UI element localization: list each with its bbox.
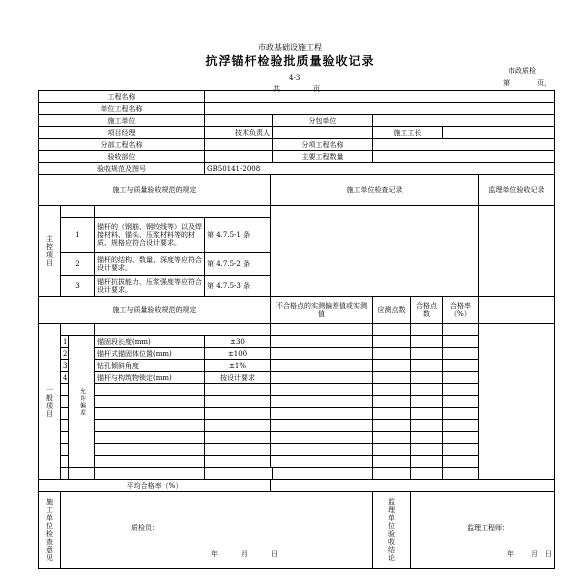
blank-cell[interactable]	[373, 468, 411, 480]
blank-cell[interactable]	[373, 396, 411, 408]
general-fail-cell[interactable]	[271, 336, 373, 348]
blank-val	[205, 432, 271, 444]
contractor-opinion-label: 施工单位检查意见	[39, 492, 61, 569]
main-group-label: 主控项目	[39, 206, 61, 297]
blank-val	[95, 468, 205, 480]
general-pass-cell[interactable]	[411, 360, 443, 372]
project-manager-label: 项目经理	[39, 127, 205, 139]
blank-val	[205, 444, 271, 456]
blank-cell[interactable]	[271, 396, 373, 408]
general-item-text: 锚固段长度(mm)	[95, 336, 205, 348]
general-item-no: 1	[61, 336, 69, 348]
main-item-text: 锚杆的结构、数量、深度等应符合设计要求。	[95, 253, 205, 276]
general-item-no: 3	[61, 360, 69, 372]
spec-label: 验收规范及图号	[39, 163, 205, 175]
tech-lead-label: 技术负责人	[205, 127, 273, 139]
blank-cell[interactable]	[443, 384, 479, 396]
seal-label: 市政质检	[508, 67, 536, 75]
general-item-text: 锚杆与构筑物锁定(mm)	[95, 372, 205, 384]
main-qty-value[interactable]	[373, 151, 555, 163]
blank-text	[95, 420, 205, 432]
main-item-text: 锚杆抗拔能力、压浆强度等应符合设计要求。	[95, 276, 205, 297]
blank-no	[61, 432, 69, 444]
form-number: 4-3	[289, 74, 301, 82]
contractor-year: 年	[211, 550, 218, 558]
project-name-value[interactable]	[205, 91, 555, 103]
general-rate-cell[interactable]	[443, 360, 479, 372]
inspection-form	[38, 90, 555, 569]
page-total-label: 共	[273, 85, 280, 93]
main-item-no: 2	[61, 253, 95, 276]
general-item-no: 4	[61, 372, 69, 384]
general-should-cell[interactable]	[373, 360, 411, 372]
main-supervisor-area[interactable]	[479, 206, 555, 297]
general-item-val: ±1%	[205, 360, 271, 372]
general-pass-cell[interactable]	[411, 336, 443, 348]
general-pass-cell[interactable]	[411, 372, 443, 384]
blank-val	[205, 396, 271, 408]
blank-cell[interactable]	[373, 432, 411, 444]
blank-no	[61, 396, 69, 408]
foreman-label: 施工工长	[373, 127, 443, 139]
subdivision-value[interactable]	[373, 139, 555, 151]
main-qty-label: 主要工程数量	[273, 151, 373, 163]
general-should-cell[interactable]	[373, 348, 411, 360]
blank-no	[61, 420, 69, 432]
main-item-text: 锚杆的（钢筋、钢绞线等）以及焊接材料、锚头、压浆材料等的材质、规格应符合设计要求。	[95, 218, 205, 253]
blank-cell[interactable]	[411, 408, 443, 420]
main-rule-header: 施工与质量验收规范的规定	[39, 175, 271, 206]
blank-text	[69, 468, 95, 480]
general-should-cell[interactable]	[373, 372, 411, 384]
blank-text	[95, 444, 205, 456]
tech-lead-value[interactable]	[273, 127, 373, 139]
subcontractor-label: 分包单位	[273, 115, 373, 127]
unit-project-value[interactable]	[205, 103, 555, 115]
general-item-text: 钻孔倾斜角度	[95, 360, 205, 372]
general-rate-cell[interactable]	[443, 336, 479, 348]
blank-val	[205, 408, 271, 420]
avg-rate-label: 平均合格率（%）	[39, 480, 271, 492]
division-value[interactable]	[205, 139, 273, 151]
blank-cell[interactable]	[271, 456, 373, 468]
general-item-val: ±30	[205, 336, 271, 348]
form-title: 抗浮锚杆检验批质量验收记录	[205, 54, 375, 68]
page-label-b: 页，	[537, 79, 551, 87]
blank-text	[95, 432, 205, 444]
general-spacer-4	[373, 324, 411, 336]
engineer-label: 监理工程师：	[467, 524, 509, 532]
general-item-no: 2	[61, 348, 69, 360]
general-item-text: 锚杆式锚固体位置(mm)	[95, 348, 205, 360]
general-rule-header: 施工与质量验收规范的规定	[39, 297, 271, 324]
blank-cell[interactable]	[411, 396, 443, 408]
blank-cell[interactable]	[411, 384, 443, 396]
top-label: 市政基础设施工程	[258, 43, 322, 52]
main-item-ref: 第 4.7.5-1 条	[205, 218, 271, 253]
general-item-val: ±100	[205, 348, 271, 360]
general-rate-cell[interactable]	[443, 348, 479, 360]
blank-cell[interactable]	[411, 456, 443, 468]
blank-cell[interactable]	[411, 432, 443, 444]
main-item-no: 3	[61, 276, 95, 297]
general-item-val: 按设计要求	[205, 372, 271, 384]
main-supervisor-header: 监理单位验收记录	[479, 175, 555, 206]
main-item-no: 1	[61, 218, 95, 253]
blank-cell[interactable]	[443, 420, 479, 432]
inspect-part-label: 验收部位	[39, 151, 205, 163]
blank-cell[interactable]	[271, 420, 373, 432]
supervisor-year: 年	[507, 550, 514, 558]
unit-project-label: 单位工程名称	[39, 103, 205, 115]
blank-val	[205, 456, 271, 468]
blank-cell[interactable]	[373, 408, 411, 420]
blank-cell[interactable]	[373, 444, 411, 456]
inspect-part-value[interactable]	[205, 151, 273, 163]
blank-cell[interactable]	[271, 432, 373, 444]
supervisor-day: 日	[545, 550, 552, 558]
general-pass-cell[interactable]	[411, 348, 443, 360]
general-fail-cell[interactable]	[271, 360, 373, 372]
blank-val	[205, 384, 271, 396]
general-supervisor-header	[479, 297, 555, 324]
main-item-ref: 第 4.7.5-3 条	[205, 276, 271, 297]
general-spacer-5	[411, 324, 443, 336]
blank-text	[95, 384, 205, 396]
main-record-area[interactable]	[271, 206, 479, 297]
blank-text	[95, 396, 205, 408]
blank-cell[interactable]	[205, 468, 273, 480]
general-should-header: 应测点数	[373, 297, 411, 324]
blank-no	[61, 444, 69, 456]
general-group-label: 一般项目	[39, 324, 61, 480]
blank-cell[interactable]	[443, 432, 479, 444]
page-label-a: 第	[503, 79, 510, 87]
blank-cell[interactable]	[271, 384, 373, 396]
blank-cell[interactable]	[411, 444, 443, 456]
contractor-opinion-area[interactable]	[61, 492, 373, 569]
blank-cell[interactable]	[271, 444, 373, 456]
avg-rate-value[interactable]	[271, 480, 555, 492]
subcontractor-value[interactable]	[373, 115, 555, 127]
foreman-value[interactable]	[443, 127, 555, 139]
general-rate-header: 合格率（%）	[443, 297, 479, 324]
general-fail-cell[interactable]	[271, 372, 373, 384]
blank-cell[interactable]	[411, 468, 443, 480]
general-spacer	[61, 324, 95, 336]
blank-cell[interactable]	[443, 396, 479, 408]
supervisor-conclusion-area[interactable]	[411, 492, 555, 569]
blank-no	[61, 468, 69, 480]
main-item-ref: 第 4.7.5-2 条	[205, 253, 271, 276]
contractor-value[interactable]	[205, 115, 273, 127]
inspector-label: 质检员：	[131, 524, 159, 532]
allow-label: 允许偏差	[69, 336, 95, 468]
main-spacer-2	[95, 206, 271, 218]
blank-no	[61, 408, 69, 420]
blank-cell[interactable]	[443, 444, 479, 456]
spec-value: GB50141-2008	[205, 163, 555, 175]
general-fail-cell[interactable]	[271, 348, 373, 360]
blank-cell[interactable]	[443, 408, 479, 420]
project-name-label: 工程名称	[39, 91, 205, 103]
blank-text	[95, 456, 205, 468]
general-rate-cell[interactable]	[443, 372, 479, 384]
blank-cell[interactable]	[273, 468, 373, 480]
subdivision-label: 分项工程名称	[273, 139, 373, 151]
contractor-day: 日	[271, 550, 278, 558]
general-spacer-6	[443, 324, 479, 336]
general-pass-header: 合格点数	[411, 297, 443, 324]
blank-cell[interactable]	[271, 408, 373, 420]
blank-cell[interactable]	[373, 420, 411, 432]
blank-text	[95, 408, 205, 420]
page-total-label-b: 页	[313, 85, 320, 93]
blank-no	[61, 384, 69, 396]
blank-cell[interactable]	[443, 456, 479, 468]
main-spacer	[61, 206, 95, 218]
contractor-month: 月	[241, 550, 248, 558]
blank-no	[61, 456, 69, 468]
blank-cell[interactable]	[373, 456, 411, 468]
division-label: 分部工程名称	[39, 139, 205, 151]
general-spacer-3	[271, 324, 373, 336]
contractor-label: 施工单位	[39, 115, 205, 127]
general-should-cell[interactable]	[373, 336, 411, 348]
general-supervisor-area[interactable]	[479, 324, 555, 480]
supervisor-conclusion-label: 监理单位验收结论	[373, 492, 411, 569]
blank-cell[interactable]	[373, 384, 411, 396]
general-spacer-2	[95, 324, 271, 336]
main-record-header: 施工单位检查记录	[271, 175, 479, 206]
general-fail-header: 不合格点的实测偏差值或实测值	[271, 297, 373, 324]
blank-val	[205, 420, 271, 432]
supervisor-month: 月	[531, 550, 538, 558]
blank-cell[interactable]	[411, 420, 443, 432]
